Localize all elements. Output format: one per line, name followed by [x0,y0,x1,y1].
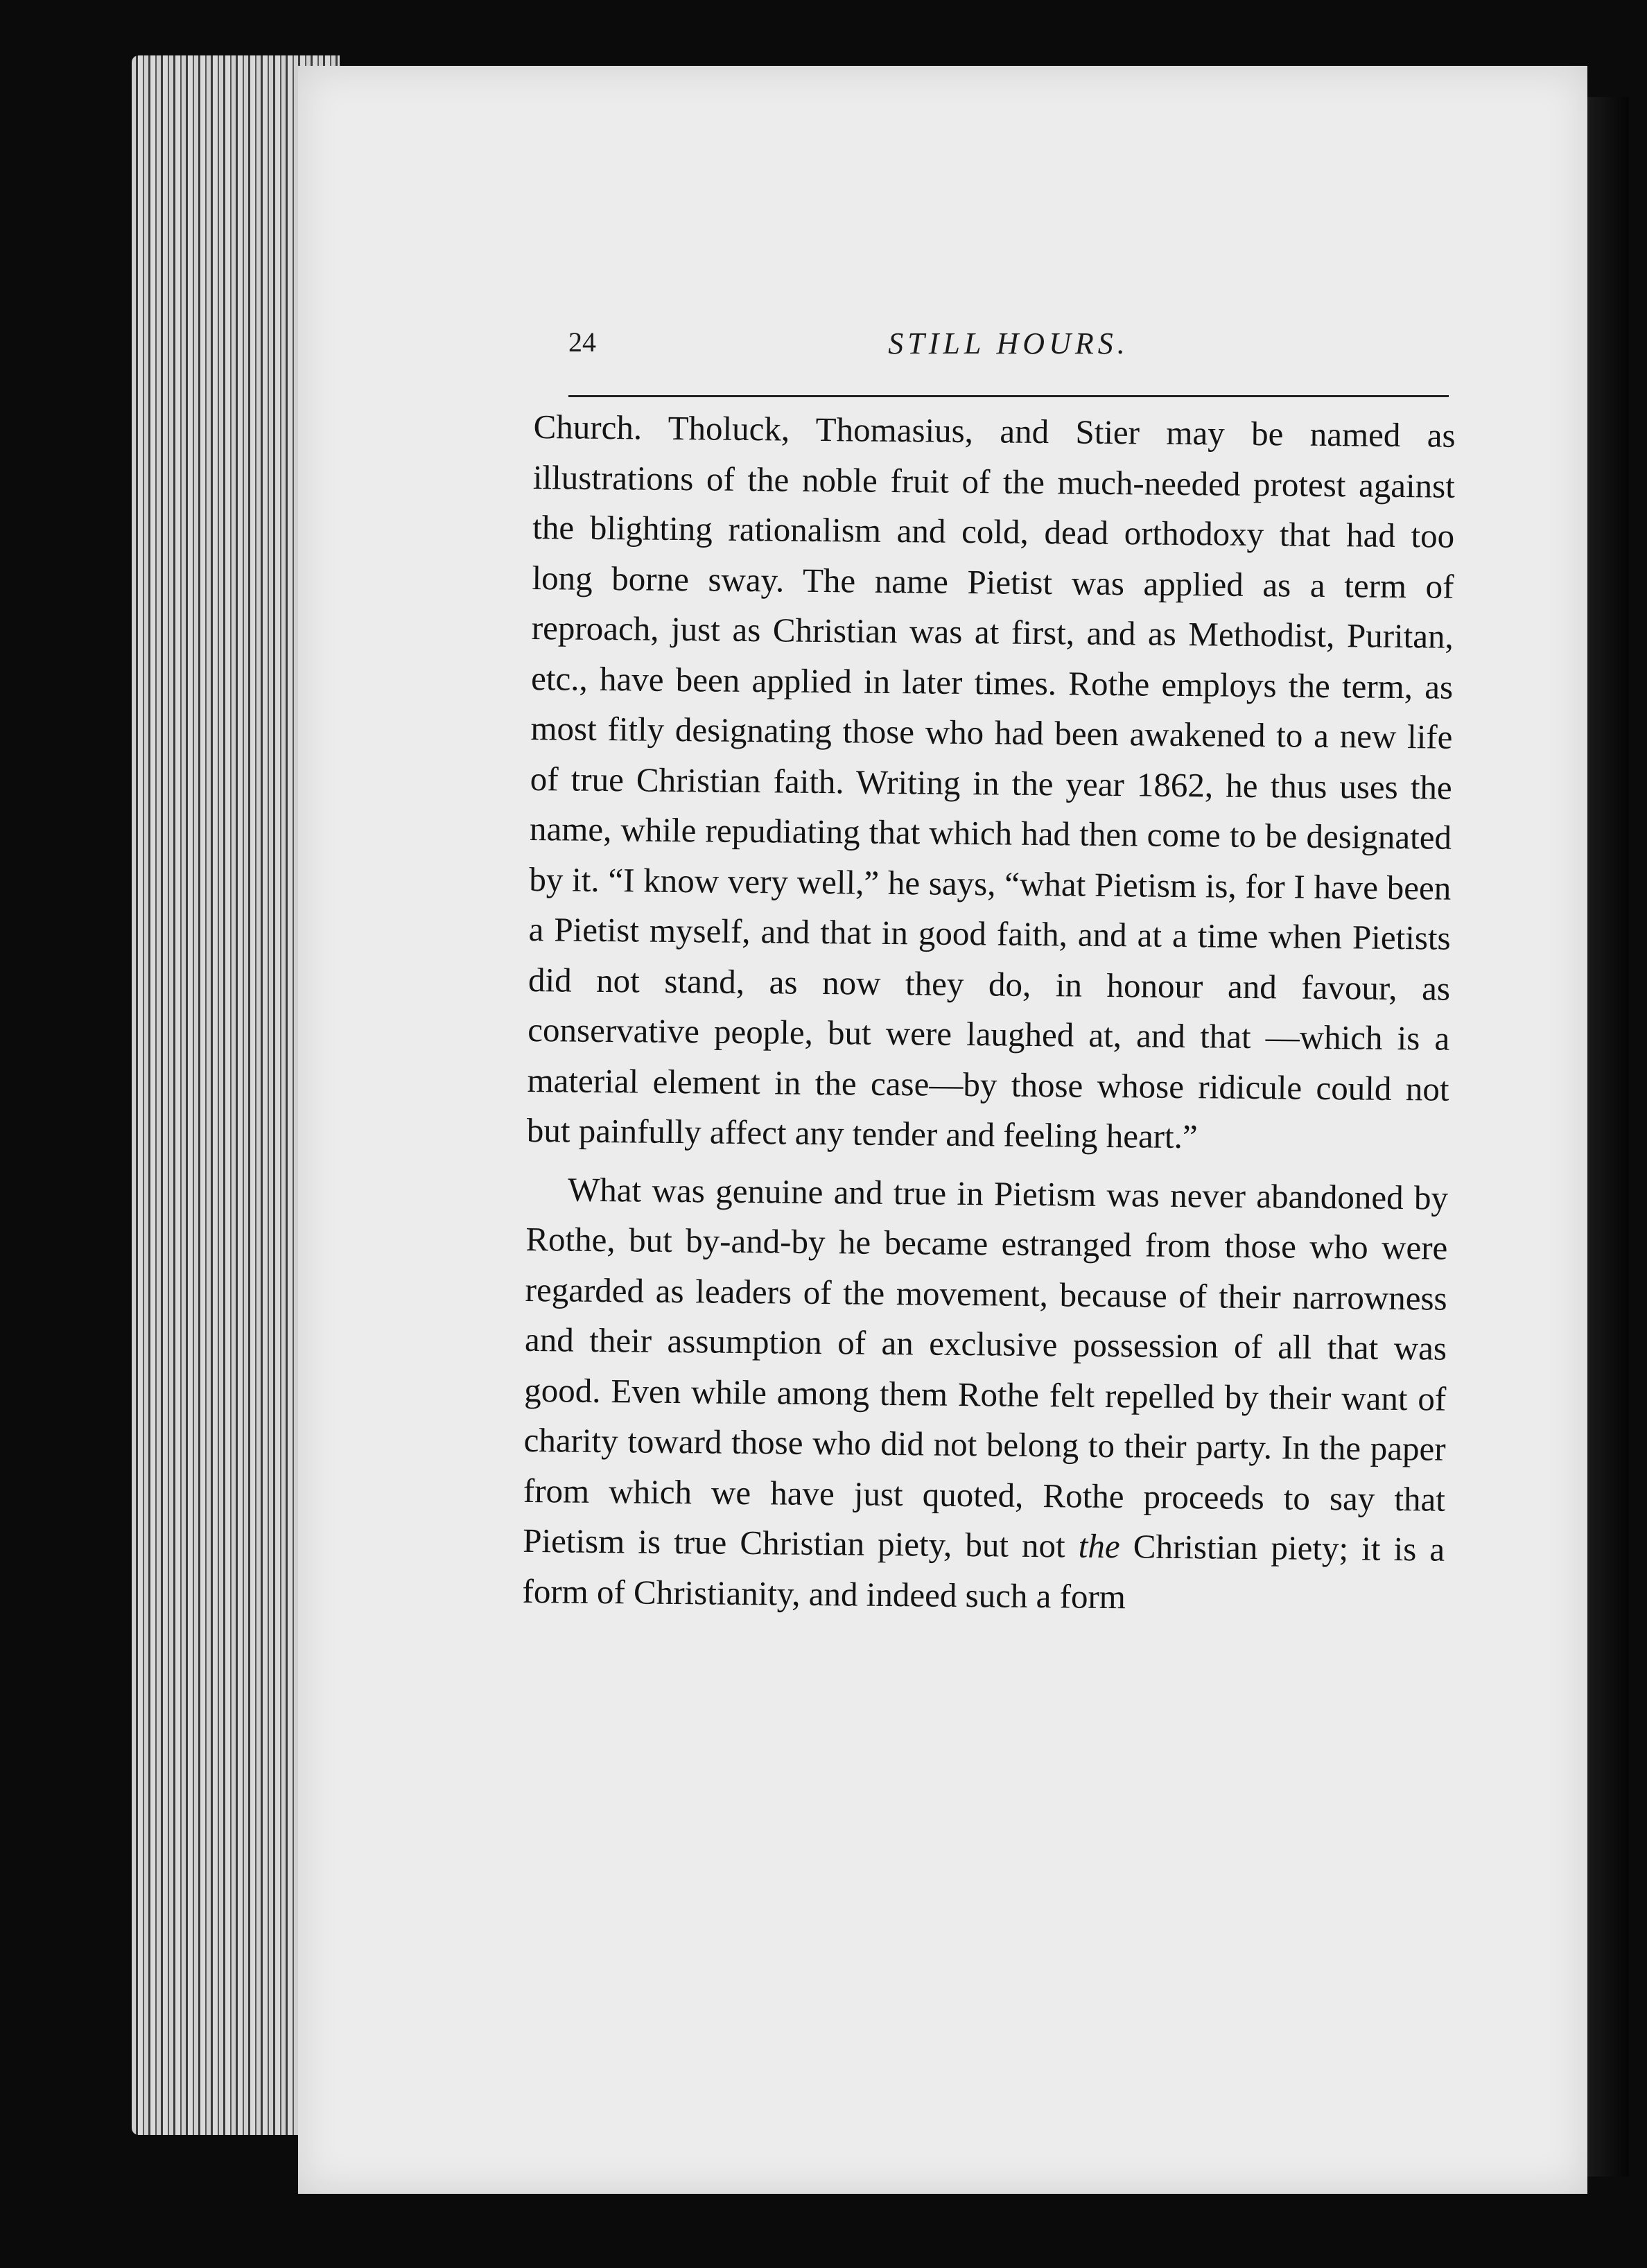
paragraph-2-start: What was genuine and true in Pietism was never abandoned by Rothe, but by-and-by he became estranged from those who were regarded as leaders of the movement, because of their narrowness and their assumption of an exclusive possession of all that was good. Even while among them Rothe felt repelled by their want of charity toward those who did not belong to their party. In the paper from which we have just quoted, Rothe proceeds to say that Pietism is true Christian piety, but not [522,1170,1449,1565]
page-number: 24 [568,326,596,358]
body-text [522,402,1456,1625]
italic-word: the [1078,1526,1120,1566]
header-rule [568,395,1449,397]
paragraph-2-end: Christian piety; it is a form of Christianity, and indeed such a form [522,1527,1445,1616]
paragraph-2 [522,1164,1448,1625]
page-header [568,326,1449,374]
binding-shadow [1587,97,1629,2177]
paragraph-1: Church. Tholuck, Thomasius, and Stier may be named as illustrations of the noble fruit of the much-needed protest against the blighting rationalism and cold, dead orthodoxy that had too long borne sway. The name Pietist was applied as a term of reproach, just as Christian was at first, and as Methodist, Puritan, etc., have been applied in later times. Rothe employs the term, as most fitly designating those who had been awakened to a new life of true Christian faith. Writing in the year 1862, he thus uses the name, while repudiating that which had then come to be designated by it. “I know very well,” he says, “what Pietism is, for I have been a Pietist myself, and that in good faith, and at a time when Pietists did not stand, as now they do, in honour and favour, as conservative people, but were laughed at, and that —which is a material element in the case—by those whose ridicule could not but painfully affect any tender and feeling heart.” [526,407,1456,1156]
running-title: STILL HOURS. [888,326,1129,360]
